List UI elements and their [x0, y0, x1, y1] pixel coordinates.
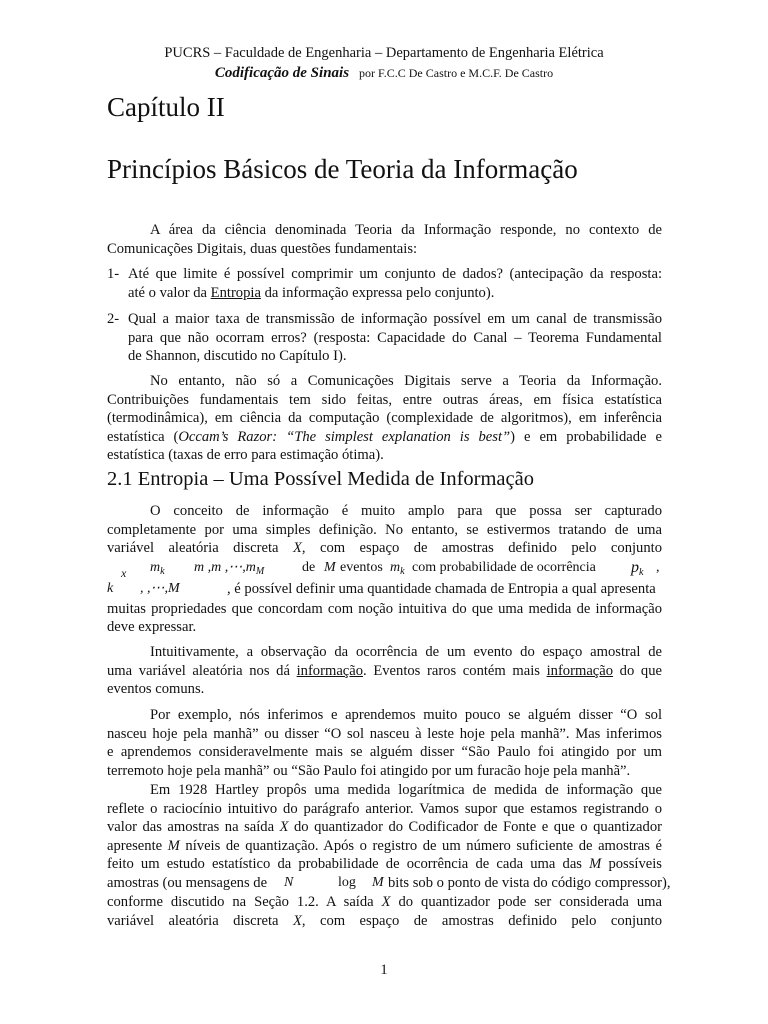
math-range: , ,⋯,M — [140, 580, 180, 596]
math-set-elements: m ,m $,\cdots,m_M$ — [194, 559, 265, 577]
entropia-term: Entropia — [210, 284, 261, 301]
text-line: variável aleatória discreta X, com espaço de amostras definido pelo conjunto — [107, 540, 662, 557]
informacao-term: informação — [296, 662, 364, 679]
text-line: Comunicações Digitais, duas questões fundamentais: — [107, 240, 418, 257]
math-log: log — [338, 874, 356, 890]
text-line: terremoto hoje pela manhã” ou “São Paulo foi atingido por um furacão hoje pela manhã”. — [107, 762, 631, 779]
text-line: e aprendemos consideravelmente mais se alguém disser “São Paulo foi atingido por um — [107, 744, 662, 761]
math-symbol-M: M — [372, 874, 384, 890]
text-line: Intuitivamente, a observação da ocorrência de um evento do espaço amostral de — [150, 644, 662, 660]
math-line-bits: amostras (ou mensagens de N log M bits sob o ponto de vista do código compressor), — [107, 874, 671, 891]
math-symbol-N: N — [284, 874, 294, 890]
text-line: de Shannon, discutido no Capítulo I). — [128, 348, 347, 365]
text-line: O conceito de informação é muito amplo para que possa ser capturado — [150, 503, 662, 519]
page-number: 1 — [380, 962, 388, 978]
text-line: variável aleatória discreta X, com espaço de amostras definido pelo conjunto — [107, 912, 662, 929]
text-line: estatística (taxas de erro para estimação ótima). — [107, 447, 384, 464]
math-symbol-mk: $m_k$ — [150, 559, 165, 577]
text-comma: , — [656, 559, 660, 575]
paragraph-intuition — [107, 643, 662, 699]
paragraph-example — [107, 706, 662, 780]
occams-razor-quote: Occam’s Razor: “The simplest explanation is best” — [178, 428, 511, 445]
section-heading: 2.1 Entropia – Uma Possível Medida de Informação — [107, 468, 534, 490]
text-line: Em 1928 Hartley propôs uma medida logarítmica de medida de informação que — [150, 782, 662, 798]
text-line: apresente M níveis de quantização. Após o registro de um número suficiente de amostras é — [107, 837, 662, 854]
text-de: de — [302, 559, 316, 575]
text-line: Até que limite é possível comprimir um conjunto de dados? (antecipação da resposta: — [128, 266, 662, 282]
header-course-title: Codificação de Sinais — [214, 65, 350, 81]
text-line: deve expressar. — [107, 619, 197, 636]
text-line: (termodinâmica), em ciência da computação (complexidade de algoritmos), em inferência — [107, 410, 662, 427]
text-line: No entanto, não só a Comunicações Digitais serve a Teoria da Informação. — [150, 373, 662, 389]
text-line: uma variável aleatória nos dá informação. Eventos raros contém mais informação do que — [107, 662, 662, 679]
text-line: reflete o raciocínio intuitivo do parágrafo anterior. Vamos supor que estamos registrando o — [107, 800, 662, 817]
math-symbol-pk: pk — [631, 558, 644, 578]
header-institution: PUCRS – Faculdade de Engenharia – Departamento de Engenharia Elétrica — [164, 45, 604, 61]
math-symbol-k: k — [107, 580, 114, 596]
header-course-line — [0, 65, 768, 82]
paragraph-information-concept — [107, 502, 662, 642]
text-line: Por exemplo, nós inferimos e aprendemos muito pouco se alguém disser “O sol — [150, 707, 662, 723]
math-symbol-M: M — [324, 559, 336, 575]
list-item-text — [128, 310, 662, 366]
text-line: Contribuições fundamentais tem sido feitas, entre outras áreas, em física estatística — [107, 391, 662, 408]
text-line: nasceu hoje pela manhã” ou disser “O sol nasceu à leste hoje pela manhã”. Mas inferimos — [107, 725, 662, 742]
list-number: 1- — [107, 266, 120, 282]
math-symbol-x: x — [121, 565, 127, 580]
text-line: completamente por uma simples definição. No entanto, se estivermos tratando de uma — [107, 521, 662, 538]
chapter-title: Princípios Básicos de Teoria da Informação — [107, 154, 578, 184]
text-line: estatística (Occam’s Razor: “The simplest explanation is best”) e em probabilidade e — [107, 428, 662, 445]
paragraph-applications — [107, 372, 662, 465]
text-line: para que não ocorram erros? (resposta: Capacidade do Canal – Teorema Fundamental — [128, 329, 662, 346]
text-line: A área da ciência denominada Teoria da Informação responde, no contexto de — [150, 222, 662, 238]
list-item-text — [128, 265, 662, 302]
text-line: muitas propriedades que concordam com noção intuitiva do que uma medida de informação — [107, 600, 662, 617]
text-line: até o valor da Entropia da informação expressa pelo conjunto). — [128, 284, 495, 301]
text-line: feito um estudo estatístico da probabilidade de ocorrência de cada uma das M possíveis — [107, 856, 662, 873]
chapter-heading: Capítulo II — [107, 92, 225, 122]
text-line: valor das amostras na saída X do quantizador do Codificador de Fonte e que o quantizador — [107, 819, 662, 836]
text-eventos: eventos — [340, 559, 383, 575]
informacao-term: informação — [546, 662, 614, 679]
math-symbol-mk-2: $m_k$ — [390, 559, 405, 577]
intro-paragraph — [107, 221, 662, 258]
list-number: 2- — [107, 311, 120, 327]
paragraph-hartley — [107, 781, 671, 930]
text-probability: com probabilidade de ocorrência — [412, 559, 596, 575]
math-line-range — [107, 580, 662, 600]
text-line: conforme discutido na Seção 1.2. A saída X do quantizador pode ser considerada uma — [107, 893, 662, 910]
header-authors: por F.C.C De Castro e M.C.F. De Castro — [359, 66, 554, 80]
text-line: , é possível definir uma quantidade chamada de Entropia a qual apresenta — [227, 580, 656, 597]
math-line-set — [107, 558, 662, 580]
text-line: Qual a maior taxa de transmissão de informação possível em um canal de transmissão — [128, 311, 662, 327]
text-line: eventos comuns. — [107, 681, 205, 698]
